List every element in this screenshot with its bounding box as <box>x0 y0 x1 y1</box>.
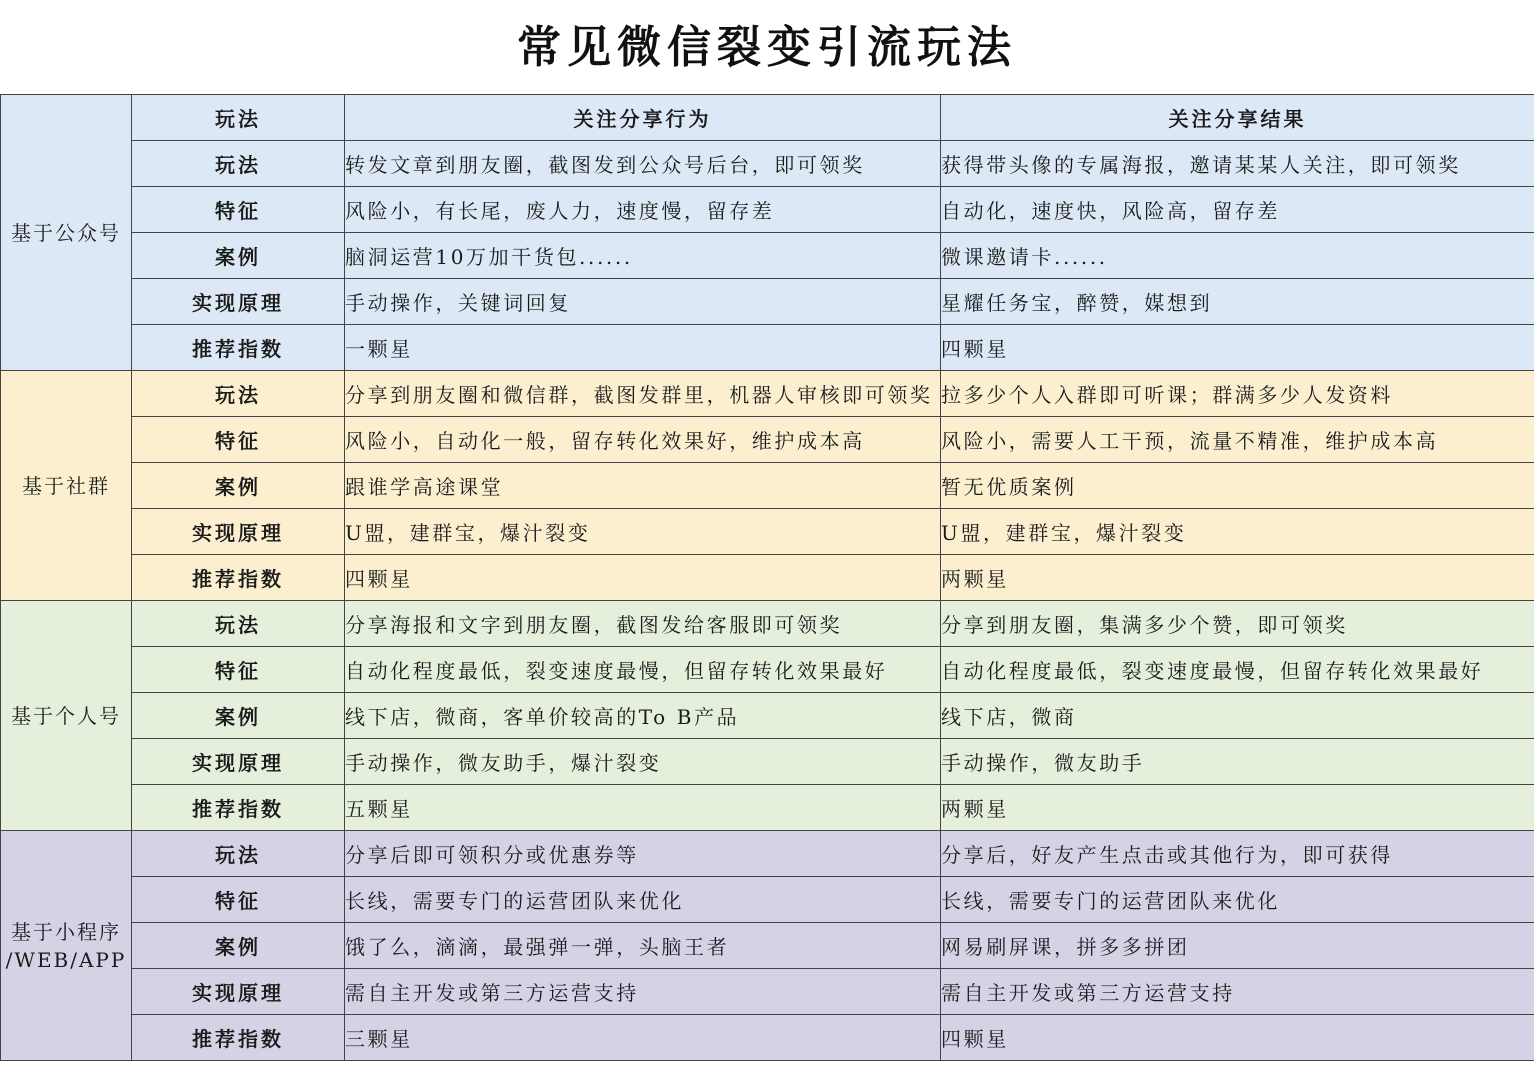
row-label: 案例 <box>132 463 345 509</box>
cell-result: 拉多少个人入群即可听课；群满多少人发资料 <box>941 371 1534 417</box>
row-label: 推荐指数 <box>132 555 345 601</box>
cell-result: 需自主开发或第三方运营支持 <box>941 969 1534 1015</box>
cell-result: 两颗星 <box>941 555 1534 601</box>
row-label: 特征 <box>132 647 345 693</box>
table-row <box>1 831 1534 877</box>
cell-result: 分享后，好友产生点击或其他行为，即可获得 <box>941 831 1534 877</box>
table-row <box>1 509 1534 555</box>
section-label-official-account: 基于公众号 <box>1 95 132 371</box>
row-label: 推荐指数 <box>132 325 345 371</box>
cell-result: 线下店，微商 <box>941 693 1534 739</box>
row-label: 案例 <box>132 923 345 969</box>
table-row <box>1 417 1534 463</box>
cell-result: 手动操作，微友助手 <box>941 739 1534 785</box>
section-label-personal-account: 基于个人号 <box>1 601 132 831</box>
cell-behavior: 分享海报和文字到朋友圈，截图发给客服即可领奖 <box>345 601 941 647</box>
cell-behavior: 饿了么，滴滴，最强弹一弹，头脑王者 <box>345 923 941 969</box>
header-row-label: 玩法 <box>132 95 345 141</box>
row-label: 玩法 <box>132 371 345 417</box>
table-row <box>1 463 1534 509</box>
cell-result: 暂无优质案例 <box>941 463 1534 509</box>
cell-result: 风险小，需要人工干预，流量不精准，维护成本高 <box>941 417 1534 463</box>
table-row <box>1 969 1534 1015</box>
table-row <box>1 601 1534 647</box>
cell-result: 长线，需要专门的运营团队来优化 <box>941 877 1534 923</box>
row-label: 特征 <box>132 877 345 923</box>
table-row <box>1 877 1534 923</box>
cell-behavior: 五颗星 <box>345 785 941 831</box>
cell-behavior: 分享后即可领积分或优惠券等 <box>345 831 941 877</box>
cell-behavior: 手动操作，微友助手，爆汁裂变 <box>345 739 941 785</box>
cell-result: U盟，建群宝，爆汁裂变 <box>941 509 1534 555</box>
table-row <box>1 141 1534 187</box>
section-label-community: 基于社群 <box>1 371 132 601</box>
cell-result: 网易刷屏课，拼多多拼团 <box>941 923 1534 969</box>
row-label: 案例 <box>132 693 345 739</box>
table-row <box>1 279 1534 325</box>
cell-result: 四颗星 <box>941 325 1534 371</box>
page-title: 常见微信裂变引流玩法 <box>517 22 1017 73</box>
cell-result: 四颗星 <box>941 1015 1534 1061</box>
row-label: 特征 <box>132 417 345 463</box>
row-label: 实现原理 <box>132 279 345 325</box>
cell-behavior: 风险小，有长尾，废人力，速度慢，留存差 <box>345 187 941 233</box>
row-label: 玩法 <box>132 141 345 187</box>
table-row <box>1 785 1534 831</box>
table-row <box>1 1015 1534 1061</box>
row-label: 实现原理 <box>132 969 345 1015</box>
row-label: 实现原理 <box>132 739 345 785</box>
cell-behavior: 分享到朋友圈和微信群，截图发群里，机器人审核即可领奖 <box>345 371 941 417</box>
cell-behavior: 风险小，自动化一般，留存转化效果好，维护成本高 <box>345 417 941 463</box>
row-label: 实现原理 <box>132 509 345 555</box>
cell-behavior: 转发文章到朋友圈，截图发到公众号后台，即可领奖 <box>345 141 941 187</box>
cell-behavior: 跟谁学高途课堂 <box>345 463 941 509</box>
cell-behavior: 自动化程度最低，裂变速度最慢，但留存转化效果最好 <box>345 647 941 693</box>
cell-result: 自动化程度最低，裂变速度最慢，但留存转化效果最好 <box>941 647 1534 693</box>
table-row <box>1 371 1534 417</box>
table-row <box>1 95 1534 141</box>
cell-result: 星耀任务宝，醉赞，媒想到 <box>941 279 1534 325</box>
section-label-mini-program: 基于小程序 /WEB/APP <box>1 831 132 1061</box>
table-row <box>1 739 1534 785</box>
cell-result: 微课邀请卡...... <box>941 233 1534 279</box>
row-label: 案例 <box>132 233 345 279</box>
cell-behavior: 四颗星 <box>345 555 941 601</box>
header-col-result: 关注分享结果 <box>941 95 1534 141</box>
cell-result: 分享到朋友圈，集满多少个赞，即可领奖 <box>941 601 1534 647</box>
cell-result: 获得带头像的专属海报，邀请某某人关注，即可领奖 <box>941 141 1534 187</box>
cell-behavior: 三颗星 <box>345 1015 941 1061</box>
cell-behavior: 手动操作，关键词回复 <box>345 279 941 325</box>
row-label: 玩法 <box>132 601 345 647</box>
table-row <box>1 555 1534 601</box>
table-row <box>1 647 1534 693</box>
table-row <box>1 693 1534 739</box>
cell-result: 两颗星 <box>941 785 1534 831</box>
cell-behavior: 长线，需要专门的运营团队来优化 <box>345 877 941 923</box>
cell-result: 自动化，速度快，风险高，留存差 <box>941 187 1534 233</box>
row-label: 推荐指数 <box>132 785 345 831</box>
table-row <box>1 233 1534 279</box>
row-label: 特征 <box>132 187 345 233</box>
header-col-behavior: 关注分享行为 <box>345 95 941 141</box>
cell-behavior: 脑洞运营10万加干货包...... <box>345 233 941 279</box>
row-label: 玩法 <box>132 831 345 877</box>
cell-behavior: 需自主开发或第三方运营支持 <box>345 969 941 1015</box>
table-row <box>1 187 1534 233</box>
table-row <box>1 325 1534 371</box>
comparison-table <box>0 94 1534 1061</box>
cell-behavior: U盟，建群宝，爆汁裂变 <box>345 509 941 555</box>
table-row <box>1 923 1534 969</box>
row-label: 推荐指数 <box>132 1015 345 1061</box>
cell-behavior: 线下店，微商，客单价较高的To B产品 <box>345 693 941 739</box>
cell-behavior: 一颗星 <box>345 325 941 371</box>
